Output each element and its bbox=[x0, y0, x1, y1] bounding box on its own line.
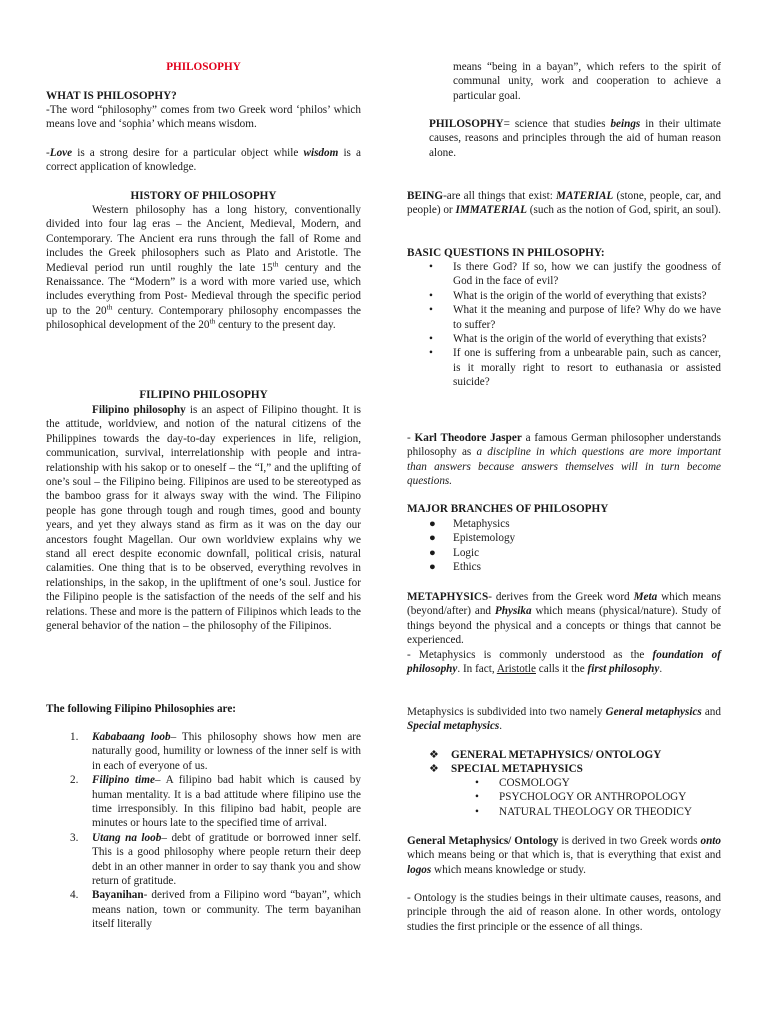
aristotle-name: Aristotle bbox=[496, 663, 536, 676]
what-paragraph-2 bbox=[46, 146, 361, 175]
question-text: Is there God? If so, how we can justify the goodness of God in the face of evil? bbox=[453, 261, 721, 288]
foundation-term: foundation of philosophy bbox=[407, 649, 721, 676]
list-item bbox=[453, 776, 721, 790]
question-text: If one is suffering from a unbearable pain, such as cancer, is it morally right to resort to euthanasia or assisted suicide? bbox=[453, 347, 721, 389]
document-title: PHILOSOPHY bbox=[166, 61, 241, 73]
immaterial-term: IMMATERIAL bbox=[455, 204, 527, 217]
general-metaphysics-term: General metaphysics bbox=[605, 706, 702, 718]
logos-term: logos bbox=[407, 863, 432, 876]
text-segment: a famous German philosopher understands philosophy as bbox=[407, 432, 721, 459]
what-paragraph-1: -The word “philosophy” comes from two Greek word ‘philos’ which means love and ‘sophia’ which means wisdom. bbox=[46, 104, 361, 131]
question-text: What is the origin of the world of everything that exists? bbox=[453, 333, 707, 346]
item-number: 4. bbox=[70, 889, 79, 902]
diamond-bullet-icon: ❖ bbox=[429, 763, 440, 775]
item-term: Kababaang loob bbox=[92, 731, 171, 743]
love-term: Love bbox=[49, 147, 73, 159]
list-item bbox=[453, 790, 721, 804]
filipino-paragraph bbox=[46, 403, 361, 634]
list-item bbox=[407, 332, 721, 346]
item-text: derived from a Filipino word “bayan”, which means nation, town or community. The term bayanihan itself literally bbox=[92, 889, 362, 931]
list-item bbox=[453, 805, 721, 819]
item-separator: - bbox=[143, 889, 152, 902]
text-segment: which means knowledge or study. bbox=[431, 863, 586, 876]
item-number: 3. bbox=[70, 831, 79, 844]
item-text: debt of gratitude or borrowed inner self. This is a good philosophy where people return their deep debt in an other manner in order to say thank you and show return of gratitude. bbox=[92, 831, 361, 888]
superscript: th bbox=[106, 302, 113, 312]
text-segment: is an aspect of Filipino thought. It is the attitude, worldview, and notion of the natural citizens of the Philippines towards the day-to-day experiences in life, religion, communication, survival, interrelationship with people and intra-relationship with his sakop or to oneself – the “I,” and the uplifting of one’s soul – the Filipino being. Filipinos are used to be stereotyped as the bamboo grass for it always sway with the wind. The Filipino people has gone through tough and rough times, good and bounty years, and yet they always stand as firm as it was on the day our ancestors fought Magellan. Our own worldview explains why we stand all erect despite economic downfall, political crisis, natural calamities. One thing that is to be observed, everything revolves in relationships, in the sakop, in the upliftment of one’s soul. Justice for the Filipino people is the satisfaction of the needs of the self and his relations. These and more is the pattern of Filipinos which leads to the general behavior of the nation – the philosophy of the Filipinos. bbox=[46, 404, 362, 633]
branch-name: Metaphysics bbox=[453, 518, 510, 530]
ontology-study: - Ontology is the studies beings in their ultimate causes, reasons, and principle through the aid of reason alone. In other words, ontology studies the first principle or the essence of all things. bbox=[407, 892, 721, 933]
branches-list bbox=[407, 517, 721, 575]
meta-term: Meta bbox=[633, 591, 658, 603]
text-segment: century. Contemporary philosophy encompasses the philosophical development of the 20 bbox=[46, 304, 361, 332]
bullet: • bbox=[429, 333, 433, 346]
text-segment: - Metaphysics is commonly understood as the bbox=[407, 649, 653, 661]
special-item: PSYCHOLOGY OR ANTHROPOLOGY bbox=[499, 791, 687, 804]
physika-term: Physika bbox=[494, 605, 532, 618]
superscript: th bbox=[272, 258, 279, 268]
bullet: ● bbox=[429, 518, 436, 530]
list-item bbox=[407, 560, 721, 574]
list-item bbox=[407, 346, 721, 389]
item-number: 1. bbox=[70, 731, 79, 743]
text-segment: is a correct application of knowledge. bbox=[46, 147, 362, 174]
special-item: NATURAL THEOLOGY OR THEODICY bbox=[499, 805, 692, 818]
history-heading: HISTORY OF PHILOSOPHY bbox=[130, 190, 277, 202]
philosophy-definition bbox=[429, 117, 721, 160]
bullet: • bbox=[429, 261, 433, 273]
philosophy-term: PHILOSOPHY bbox=[429, 118, 504, 130]
text-segment: (such as the notion of God, spirit, an soul). bbox=[526, 204, 721, 217]
history-paragraph bbox=[46, 203, 361, 333]
jasper-name: Karl Theodore Jasper bbox=[414, 432, 522, 444]
question-text: What it the meaning and purpose of life? Why do we have to suffer? bbox=[453, 304, 721, 331]
general-metaphysics-label: GENERAL METAPHYSICS/ ONTOLOGY bbox=[451, 749, 662, 761]
text-segment: and bbox=[701, 706, 721, 718]
branches-heading: MAJOR BRANCHES OF PHILOSOPHY bbox=[407, 503, 609, 515]
item-term: Bayanihan bbox=[92, 889, 144, 902]
following-heading: The following Filipino Philosophies are: bbox=[46, 703, 237, 715]
item-term: Utang na loob bbox=[92, 831, 162, 844]
item-text: This philosophy shows how men are naturally good, humility or lowness of the inner self is with in each of everyone of us. bbox=[92, 731, 361, 772]
list-item bbox=[407, 517, 721, 531]
jasper-paragraph bbox=[407, 431, 721, 489]
diamond-bullet-icon: ❖ bbox=[429, 749, 440, 761]
list-item bbox=[407, 289, 721, 303]
item-term: Filipino time bbox=[92, 774, 155, 787]
text-segment: Western philosophy has a long history, conventionally divided into four lag eras – the Ancient, Medieval, Modern, and Contemporary. The Ancient era runs through the fall of Rome and includes the Greek philosophers such as Plato and Aristotle. The Medieval period run until roughly the late 15 bbox=[46, 204, 361, 274]
filipino-philosophies-list bbox=[46, 730, 361, 932]
bullet: ● bbox=[429, 546, 436, 559]
text-segment: . bbox=[659, 663, 663, 676]
list-item bbox=[46, 888, 361, 931]
metaphysics-subdivision bbox=[407, 705, 721, 734]
list-item bbox=[46, 773, 361, 831]
text-segment: . In fact, bbox=[457, 663, 497, 676]
bullet: • bbox=[429, 347, 433, 360]
basic-questions-heading: BASIC QUESTIONS IN PHILOSOPHY: bbox=[407, 247, 605, 259]
text-segment: - bbox=[407, 432, 415, 444]
text-segment: = science that studies bbox=[503, 118, 611, 130]
bullet: ● bbox=[429, 561, 436, 574]
bullet: • bbox=[475, 777, 479, 789]
metaphysics-definition bbox=[407, 590, 721, 648]
jasper-quote: a discipline in which questions are more important than answers because answers themselves will in turn become questions. bbox=[407, 446, 721, 488]
item-number: 2. bbox=[70, 774, 79, 787]
basic-questions-list bbox=[407, 260, 721, 390]
list-item bbox=[46, 831, 361, 889]
branch-name: Ethics bbox=[453, 561, 481, 574]
bayanihan-continuation: means “being in a bayan”, which refers to the spirit of communal unity, work and cooperation to achieve a particular goal. bbox=[453, 61, 721, 102]
material-term: MATERIAL bbox=[556, 190, 614, 202]
general-ontology-term: General Metaphysics/ Ontology bbox=[407, 835, 559, 847]
item-text: A filipino bad habit which is caused by human mentality. It is a bad attitude where filipino use the time irresponsibly. In this filipino bad habit, people are minutes or hours late to the specified time of arrival. bbox=[92, 774, 361, 830]
special-item: COSMOLOGY bbox=[499, 777, 570, 789]
being-definition bbox=[407, 189, 721, 218]
bullet: ● bbox=[429, 532, 436, 545]
question-text: What is the origin of the world of everything that exists? bbox=[453, 289, 707, 302]
text-segment: century to the present day. bbox=[215, 319, 336, 332]
ontology-definition bbox=[407, 834, 721, 877]
special-metaphysics-list bbox=[453, 776, 721, 819]
list-item bbox=[407, 546, 721, 560]
bullet: • bbox=[429, 289, 433, 302]
being-term: BEING bbox=[407, 190, 444, 202]
text-segment: is a strong desire for a particular object while bbox=[72, 147, 304, 159]
text-segment: . bbox=[499, 720, 503, 733]
first-philosophy-term: first philosophy bbox=[587, 663, 660, 676]
text-segment: is derived in two Greek words bbox=[558, 835, 701, 847]
special-metaphysics-term: Special metaphysics bbox=[407, 720, 500, 733]
list-item bbox=[407, 260, 721, 289]
text-segment: (stone, people, car, and people) or bbox=[407, 190, 721, 217]
metaphysics-term: METAPHYSICS bbox=[407, 591, 489, 603]
wisdom-term: wisdom bbox=[303, 147, 339, 159]
text-segment: which means (physical/nature). Study of things beyond the physical and a concepts or things that cannot be experienced. bbox=[407, 605, 721, 647]
text-segment: calls it the bbox=[535, 663, 588, 676]
special-metaphysics-label: SPECIAL METAPHYSICS bbox=[451, 763, 583, 775]
item-separator: – bbox=[170, 731, 182, 743]
list-item bbox=[407, 531, 721, 545]
text-segment: -are all things that exist: bbox=[443, 190, 557, 202]
text-segment: - bbox=[46, 147, 50, 159]
special-metaphysics-item bbox=[429, 762, 583, 776]
branch-name: Logic bbox=[453, 546, 480, 559]
item-separator: – bbox=[161, 831, 172, 844]
item-separator: – bbox=[154, 774, 166, 787]
text-segment: - derives from the Greek word bbox=[488, 591, 634, 603]
text-segment: which means (beyond/after) and bbox=[407, 591, 721, 618]
beings-term: beings bbox=[610, 118, 641, 130]
filipino-heading: FILIPINO PHILOSOPHY bbox=[139, 389, 268, 401]
text-segment: Metaphysics is subdivided into two namely bbox=[407, 706, 606, 718]
bullet: • bbox=[429, 304, 433, 317]
bullet: • bbox=[475, 791, 479, 804]
filipino-philosophy-term: Filipino philosophy bbox=[92, 404, 186, 416]
bullet: • bbox=[475, 805, 479, 818]
general-metaphysics-item bbox=[429, 748, 661, 762]
superscript: th bbox=[209, 316, 216, 326]
onto-term: onto bbox=[700, 835, 721, 847]
list-item bbox=[46, 730, 361, 773]
branch-name: Epistemology bbox=[453, 532, 516, 545]
metaphysics-foundation bbox=[407, 648, 721, 677]
text-segment: century and the Renaissance. The “Modern” is a word with more varied use, which includes everything from Post- Medieval through the specific period up to the 20 bbox=[46, 261, 361, 317]
list-item bbox=[407, 303, 721, 332]
what-heading: WHAT IS PHILOSOPHY? bbox=[46, 90, 177, 102]
text-segment: in their ultimate causes, reasons and principles through the aid of human reason alone. bbox=[429, 118, 721, 159]
text-segment: which means being or that which is, that is everything that exist and bbox=[407, 849, 721, 862]
